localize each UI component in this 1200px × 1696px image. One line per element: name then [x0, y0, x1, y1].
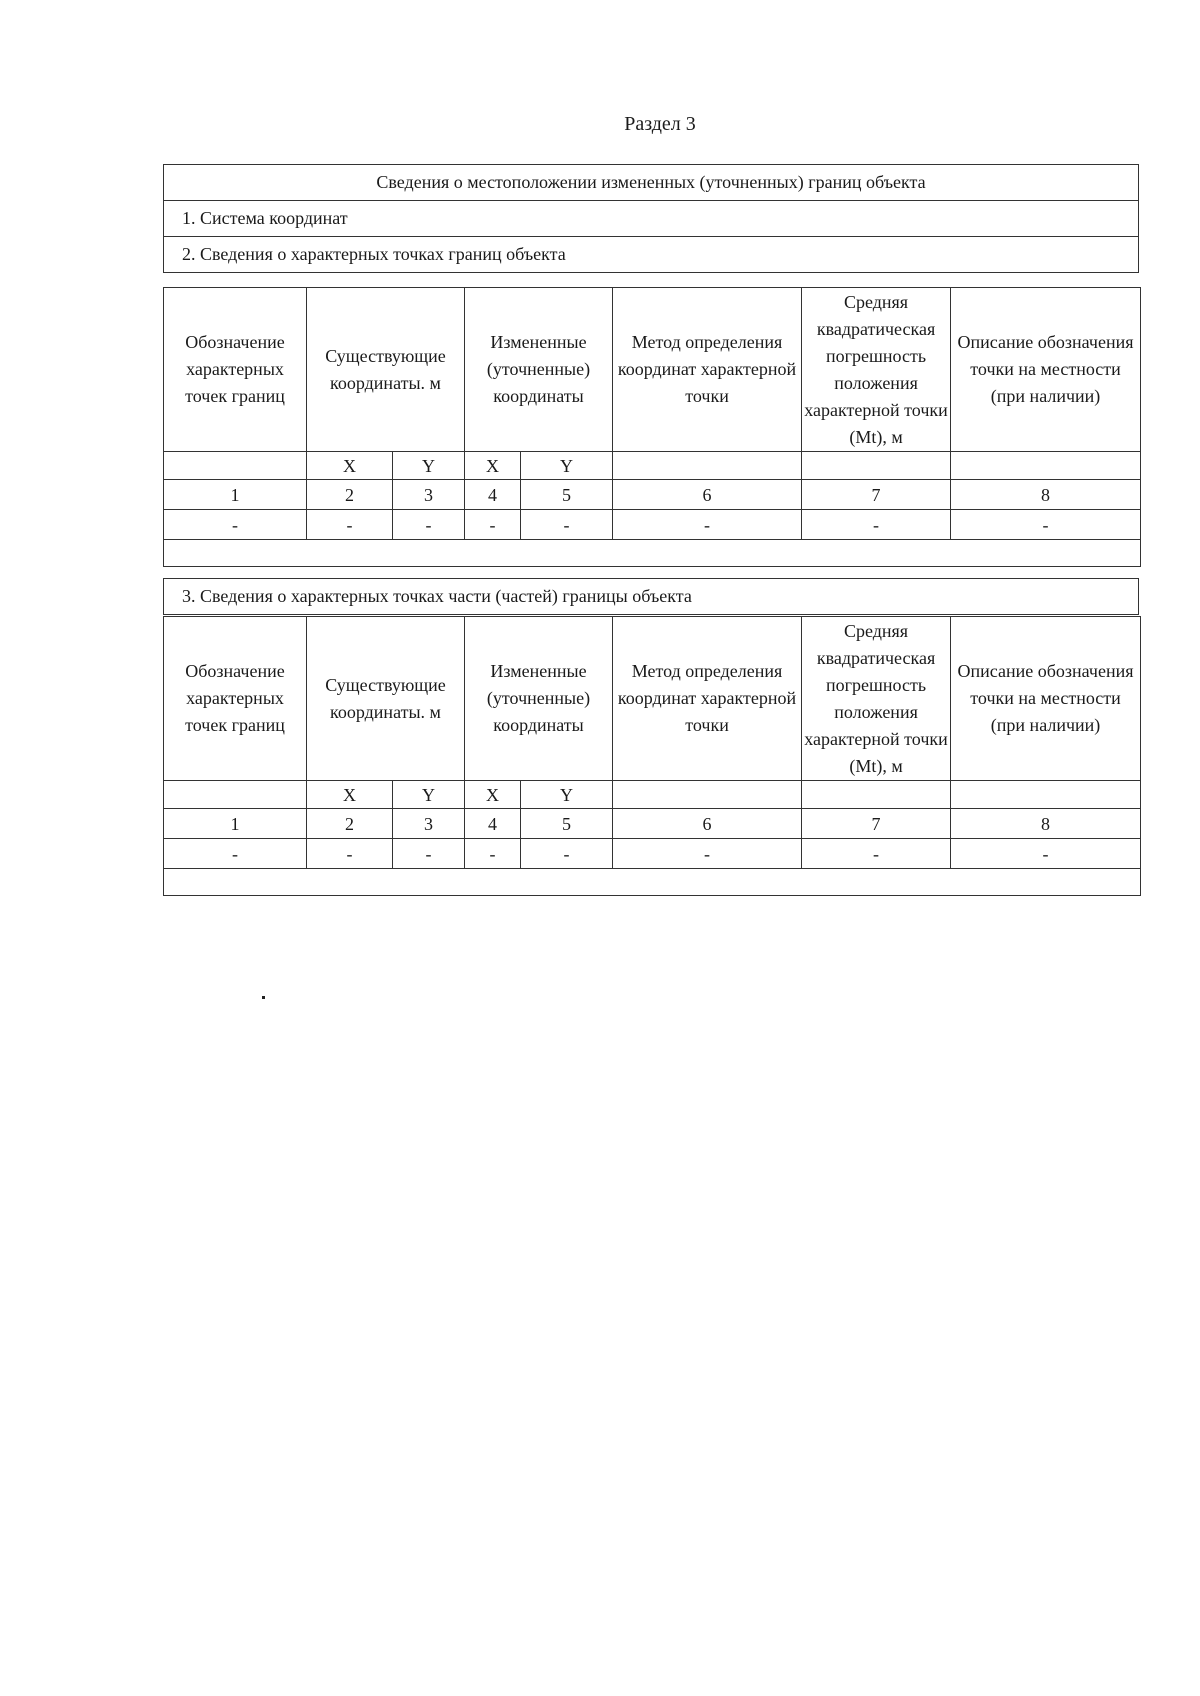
col-existing-coords-header: Существующие координаты. м: [307, 617, 465, 781]
column-number: 2: [307, 809, 393, 839]
section-title: Сведения о местоположении измененных (уточненных) границ объекта: [164, 165, 1139, 201]
column-number: 6: [613, 809, 802, 839]
boundary-points-table: [163, 287, 1141, 567]
axis-label: Y: [393, 452, 465, 480]
part-points-row: 3. Сведения о характерных точках части (частей) границы объекта: [164, 579, 1139, 615]
axis-cell-blank: [951, 781, 1141, 809]
col-designation-header: Обозначение характерных точек границ: [164, 617, 307, 781]
column-number: 7: [802, 480, 951, 510]
coordinate-system-row: 1. Система координат: [164, 201, 1139, 237]
axis-label: Y: [393, 781, 465, 809]
col-method-header: Метод определения координат характерной точки: [613, 288, 802, 452]
table-cell: -: [951, 839, 1141, 869]
column-number: 3: [393, 480, 465, 510]
col-designation-header: Обозначение характерных точек границ: [164, 288, 307, 452]
axis-cell-blank: [164, 452, 307, 480]
table-cell: -: [613, 510, 802, 540]
col-error-header: Средняя квадратическая погрешность положения характерной точки (Mt), м: [802, 617, 951, 781]
axis-label: Y: [521, 781, 613, 809]
empty-row: [164, 540, 1141, 567]
column-number: 3: [393, 809, 465, 839]
boundary-points-row: 2. Сведения о характерных точках границ объекта: [164, 237, 1139, 273]
table-cell: -: [164, 510, 307, 540]
axis-cell-blank: [951, 452, 1141, 480]
column-number: 5: [521, 809, 613, 839]
column-number: 1: [164, 480, 307, 510]
axis-label: X: [307, 781, 393, 809]
table-cell: -: [393, 839, 465, 869]
column-number: 4: [465, 809, 521, 839]
table-cell: -: [465, 839, 521, 869]
table-cell: -: [951, 510, 1141, 540]
scan-artifact-dot: [262, 996, 265, 999]
table-cell: -: [521, 839, 613, 869]
page-heading: Раздел 3: [624, 113, 696, 135]
axis-cell-blank: [164, 781, 307, 809]
axis-cell-blank: [613, 781, 802, 809]
col-method-header: Метод определения координат характерной точки: [613, 617, 802, 781]
col-changed-coords-header: Измененные (уточненные) координаты: [465, 288, 613, 452]
column-number: 8: [951, 809, 1141, 839]
table-cell: -: [465, 510, 521, 540]
axis-cell-blank: [802, 452, 951, 480]
empty-row: [164, 869, 1141, 896]
axis-cell-blank: [613, 452, 802, 480]
col-existing-coords-header: Существующие координаты. м: [307, 288, 465, 452]
axis-label: X: [307, 452, 393, 480]
table-cell: -: [307, 839, 393, 869]
table-cell: -: [307, 510, 393, 540]
table-cell: -: [802, 510, 951, 540]
column-number: 1: [164, 809, 307, 839]
part-header-table: [163, 578, 1139, 615]
section-header-table: [163, 164, 1139, 273]
col-error-header: Средняя квадратическая погрешность положения характерной точки (Mt), м: [802, 288, 951, 452]
column-number: 6: [613, 480, 802, 510]
col-changed-coords-header: Измененные (уточненные) координаты: [465, 617, 613, 781]
col-description-header: Описание обозначения точки на местности (при наличии): [951, 288, 1141, 452]
table-cell: -: [164, 839, 307, 869]
table-cell: -: [521, 510, 613, 540]
table-cell: -: [393, 510, 465, 540]
col-description-header: Описание обозначения точки на местности (при наличии): [951, 617, 1141, 781]
column-number: 5: [521, 480, 613, 510]
part-points-table: [163, 616, 1141, 896]
axis-label: X: [465, 452, 521, 480]
column-number: 8: [951, 480, 1141, 510]
axis-cell-blank: [802, 781, 951, 809]
column-number: 4: [465, 480, 521, 510]
axis-label: Y: [521, 452, 613, 480]
column-number: 7: [802, 809, 951, 839]
table-cell: -: [613, 839, 802, 869]
table-cell: -: [802, 839, 951, 869]
column-number: 2: [307, 480, 393, 510]
axis-label: X: [465, 781, 521, 809]
